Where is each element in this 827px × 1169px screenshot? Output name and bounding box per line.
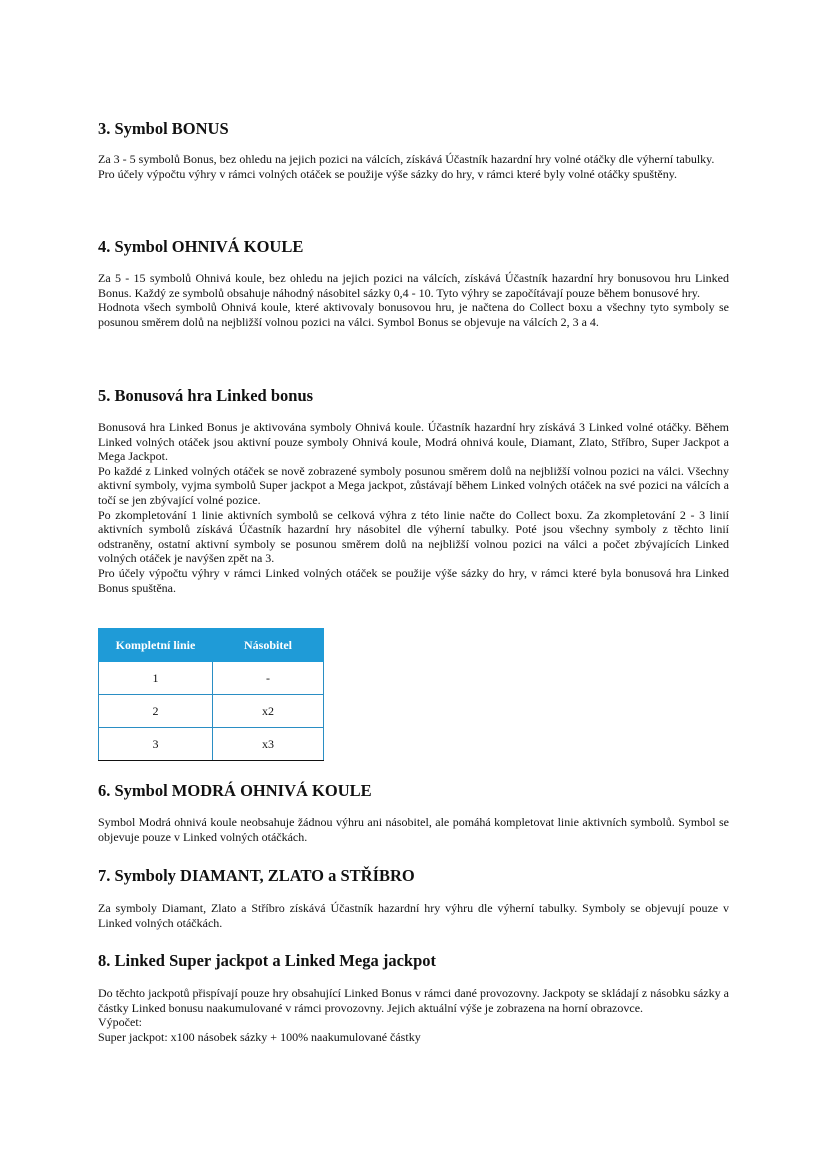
multiplier-table [98, 628, 324, 761]
paragraph: Symbol Modrá ohnivá koule neobsahuje žádnou výhru ani násobitel, ale pomáhá kompletovat linie aktivních symbolů. Symbol se objevuje pouze v Linked volných otáčkách. [98, 815, 729, 844]
section-body-diamant-zlato-stribro [98, 901, 729, 930]
table-row [99, 695, 324, 728]
paragraph: Super jackpot: x100 násobek sázky + 100% naakumulované částky [98, 1029, 421, 1044]
paragraph: Výpočet: [98, 1015, 142, 1030]
table-row [99, 728, 324, 761]
section-body-jackpots [98, 986, 729, 1044]
table-cell: x3 [213, 728, 324, 761]
table-cell: 2 [99, 695, 213, 728]
column-header-complete-lines: Kompletní linie [99, 629, 213, 662]
section-heading-linked-bonus: 5. Bonusová hra Linked bonus [98, 386, 314, 405]
section-body-ohniva-koule [98, 271, 729, 329]
table-cell: x2 [213, 695, 324, 728]
section-heading-bonus: 3. Symbol BONUS [98, 119, 229, 138]
column-header-multiplier: Násobitel [213, 629, 324, 662]
section-heading-diamant-zlato-stribro: 7. Symboly DIAMANT, ZLATO a STŘÍBRO [98, 866, 415, 885]
paragraph: Bonusová hra Linked Bonus je aktivována symboly Ohnivá koule. Účastník hazardní hry získává 3 Linked volné otáčky. Během Linked volných otáček jsou aktivní pouze symboly Ohnivá koule, Modrá ohnivá koule, Diamant, Zlato, Stříbro, Super Jackpot a Mega Jackpot. [98, 420, 729, 464]
table-row [99, 662, 324, 695]
paragraph: Hodnota všech symbolů Ohnivá koule, které aktivovaly bonusovou hru, je načtena do Collect boxu a všechny tyto symboly se posunou směrem dolů na nejbližší volnou pozici na válci. Symbol Bonus se objevuje na válcích 2, 3 a 4. [98, 300, 729, 329]
paragraph: Po každé z Linked volných otáček se nově zobrazené symboly posunou směrem dolů na nejbližší volnou pozici na válci. Všechny aktivní symboly, vyjma symbolů Super jackpot a Mega jackpot, zůstávají během Linked volných otáček na své pozici na válcích a točí se jen zbývající volné pozice. [98, 463, 729, 507]
section-heading-jackpots: 8. Linked Super jackpot a Linked Mega jackpot [98, 951, 436, 970]
section-body-bonus [98, 152, 729, 181]
section-heading-ohniva-koule: 4. Symbol OHNIVÁ KOULE [98, 237, 304, 256]
paragraph: Za 5 - 15 symbolů Ohnivá koule, bez ohledu na jejich pozici na válcích, získává Účastník hazardní hry bonusovou hru Linked Bonus. Každý ze symbolů obsahuje náhodný násobitel sázky 0,4 - 10. Tyto výhry se započítávají pouze během bonusové hry. [98, 271, 729, 300]
paragraph: Do těchto jackpotů přispívají pouze hry obsahující Linked Bonus v rámci dané provozovny. Jackpoty se skládají z násobku sázky a částky Linked bonusu naakumulované v rámci provozovny. Jejich aktuální výše je zobrazena na horní obrazovce. [98, 986, 729, 1015]
table-cell: 3 [99, 728, 213, 761]
table-header-row [99, 629, 324, 662]
paragraph: Pro účely výpočtu výhry v rámci volných otáček se použije výše sázky do hry, v rámci které byly volné otáčky spuštěny. [98, 166, 677, 181]
paragraph: Po zkompletování 1 linie aktivních symbolů se celková výhra z této linie načte do Collect boxu. Za zkompletování 2 - 3 linií aktivních symbolů získává Účastník hazardní hry násobitel dle výherní tabulky. Poté jsou všechny symboly z těchto linií odstraněny, ostatní aktivní symboly se posunou směrem dolů na nejbližší volnou pozici na válci a počet zbývajících Linked volných otáček je navýšen zpět na 3. [98, 507, 729, 566]
paragraph: Pro účely výpočtu výhry v rámci Linked volných otáček se použije výše sázky do hry, v rámci které byla bonusová hra Linked Bonus spuštěna. [98, 565, 729, 595]
paragraph: Za 3 - 5 symbolů Bonus, bez ohledu na jejich pozici na válcích, získává Účastník hazardní hry volné otáčky dle výherní tabulky. [98, 152, 715, 166]
section-heading-modra-ohniva-koule: 6. Symbol MODRÁ OHNIVÁ KOULE [98, 781, 372, 800]
section-body-modra-ohniva-koule [98, 815, 729, 844]
table-cell: 1 [99, 662, 213, 695]
section-body-linked-bonus [98, 420, 729, 595]
table-cell: - [213, 662, 324, 695]
paragraph: Za symboly Diamant, Zlato a Stříbro získává Účastník hazardní hry výhru dle výherní tabulky. Symboly se objevují pouze v Linked volných otáčkách. [98, 901, 729, 930]
